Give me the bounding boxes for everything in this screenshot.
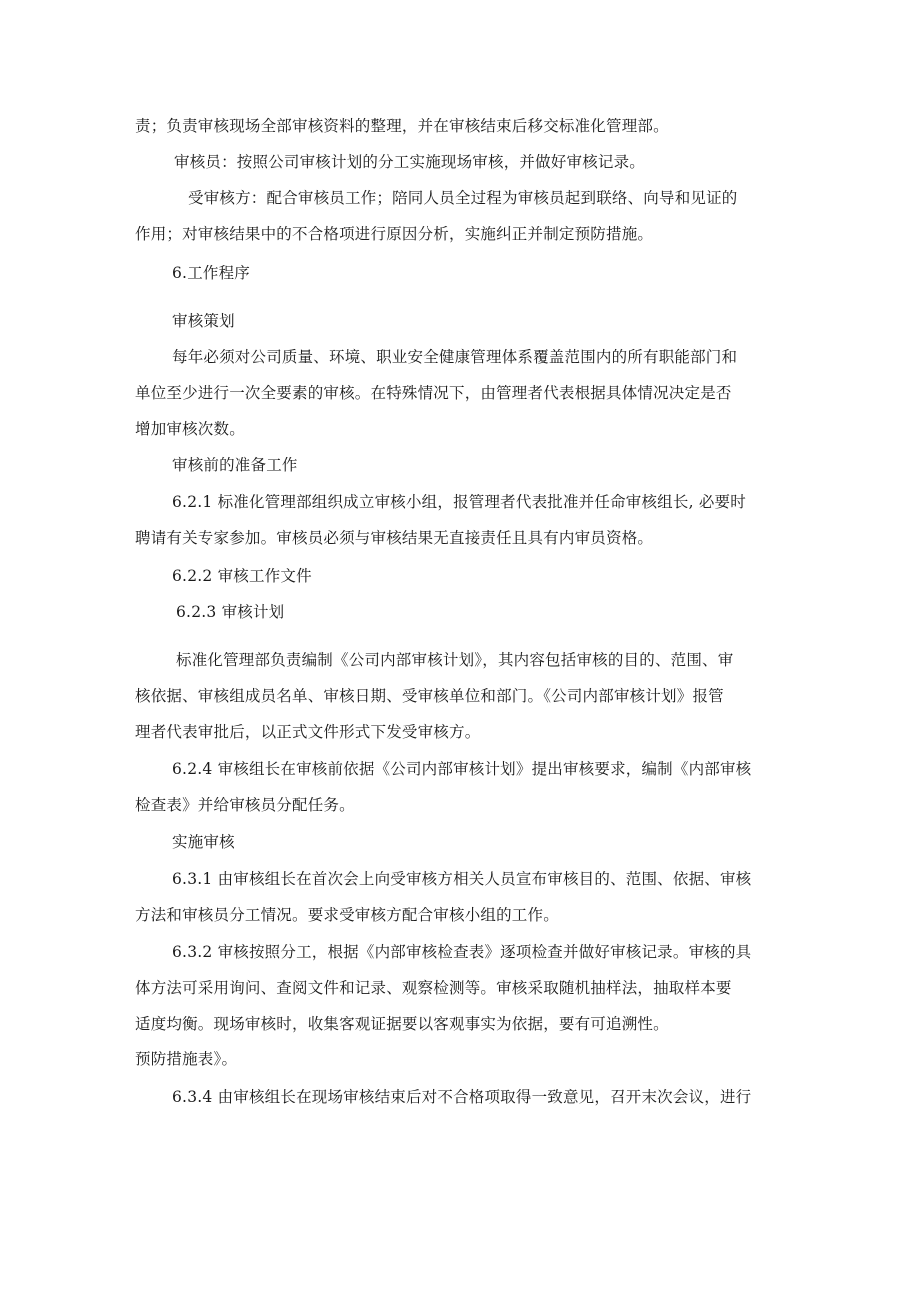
text-line: 受审核方：配合审核员工作；陪同人员全过程为审核员起到联络、向导和见证的 <box>188 189 738 207</box>
text-line: 适度均衡。现场审核时，收集客观证据要以客观事实为依据，要有可追溯性。 <box>135 1015 669 1033</box>
section-heading: 6.工作程序 <box>172 264 250 282</box>
text-line: 6.2.1 标准化管理部组织成立审核小组，报管理者代表批准并任命审核组长, 必要时 <box>172 493 746 511</box>
subsection-heading: 实施审核 <box>172 833 235 851</box>
text-line: 6.3.1 由审核组长在首次会上向受审核方相关人员宣布审核目的、范围、依据、审核 <box>172 870 752 888</box>
text-line: 核依据、审核组成员名单、审核日期、受审核单位和部门。《公司内部审核计划》报管 <box>135 687 724 705</box>
text-line: 标准化管理部负责编制《公司内部审核计划》，其内容包括审核的目的、范围、审 <box>176 651 734 669</box>
text-line: 责；负责审核现场全部审核资料的整理，并在审核结束后移交标准化管理部。 <box>135 117 669 135</box>
text-line: 检查表》并给审核员分配任务。 <box>135 796 355 814</box>
text-line: 6.3.4 由审核组长在现场审核结束后对不合格项取得一致意见，召开末次会议，进行 <box>172 1088 752 1106</box>
text-line: 审核员：按照公司审核计划的分工实施现场审核，并做好审核记录。 <box>174 153 646 171</box>
text-line: 理者代表审批后，以正式文件形式下发受审核方。 <box>135 723 481 741</box>
text-line: 6.2.4 审核组长在审核前依据《公司内部审核计划》提出审核要求，编制《内部审核 <box>172 760 752 778</box>
text-line: 作用；对审核结果中的不合格项进行原因分析，实施纠正并制定预防措施。 <box>135 225 654 243</box>
text-line: 单位至少进行一次全要素的审核。在特殊情况下，由管理者代表根据具体情况决定是否 <box>135 384 732 402</box>
text-line: 聘请有关专家参加。审核员必须与审核结果无直接责任且具有内审员资格。 <box>135 529 654 547</box>
text-line: 6.3.2 审核按照分工，根据《内部审核检查表》逐项检查并做好审核记录。审核的具 <box>172 943 752 961</box>
subsection-heading: 6.2.2 审核工作文件 <box>172 567 312 585</box>
text-line: 预防措施表》。 <box>135 1050 238 1068</box>
text-line: 方法和审核员分工情况。要求受审核方配合审核小组的工作。 <box>135 906 559 924</box>
subsection-heading: 审核策划 <box>172 312 235 330</box>
text-line: 增加审核次数。 <box>135 420 245 438</box>
text-line: 体方法可采用询问、查阅文件和记录、观察检测等。审核采取随机抽样法，抽取样本要 <box>135 979 732 997</box>
subsection-heading: 6.2.3 审核计划 <box>176 603 285 621</box>
subsection-heading: 审核前的准备工作 <box>172 456 298 474</box>
text-line: 每年必须对公司质量、环境、职业安全健康管理体系覆盖范围内的所有职能部门和 <box>172 348 738 366</box>
